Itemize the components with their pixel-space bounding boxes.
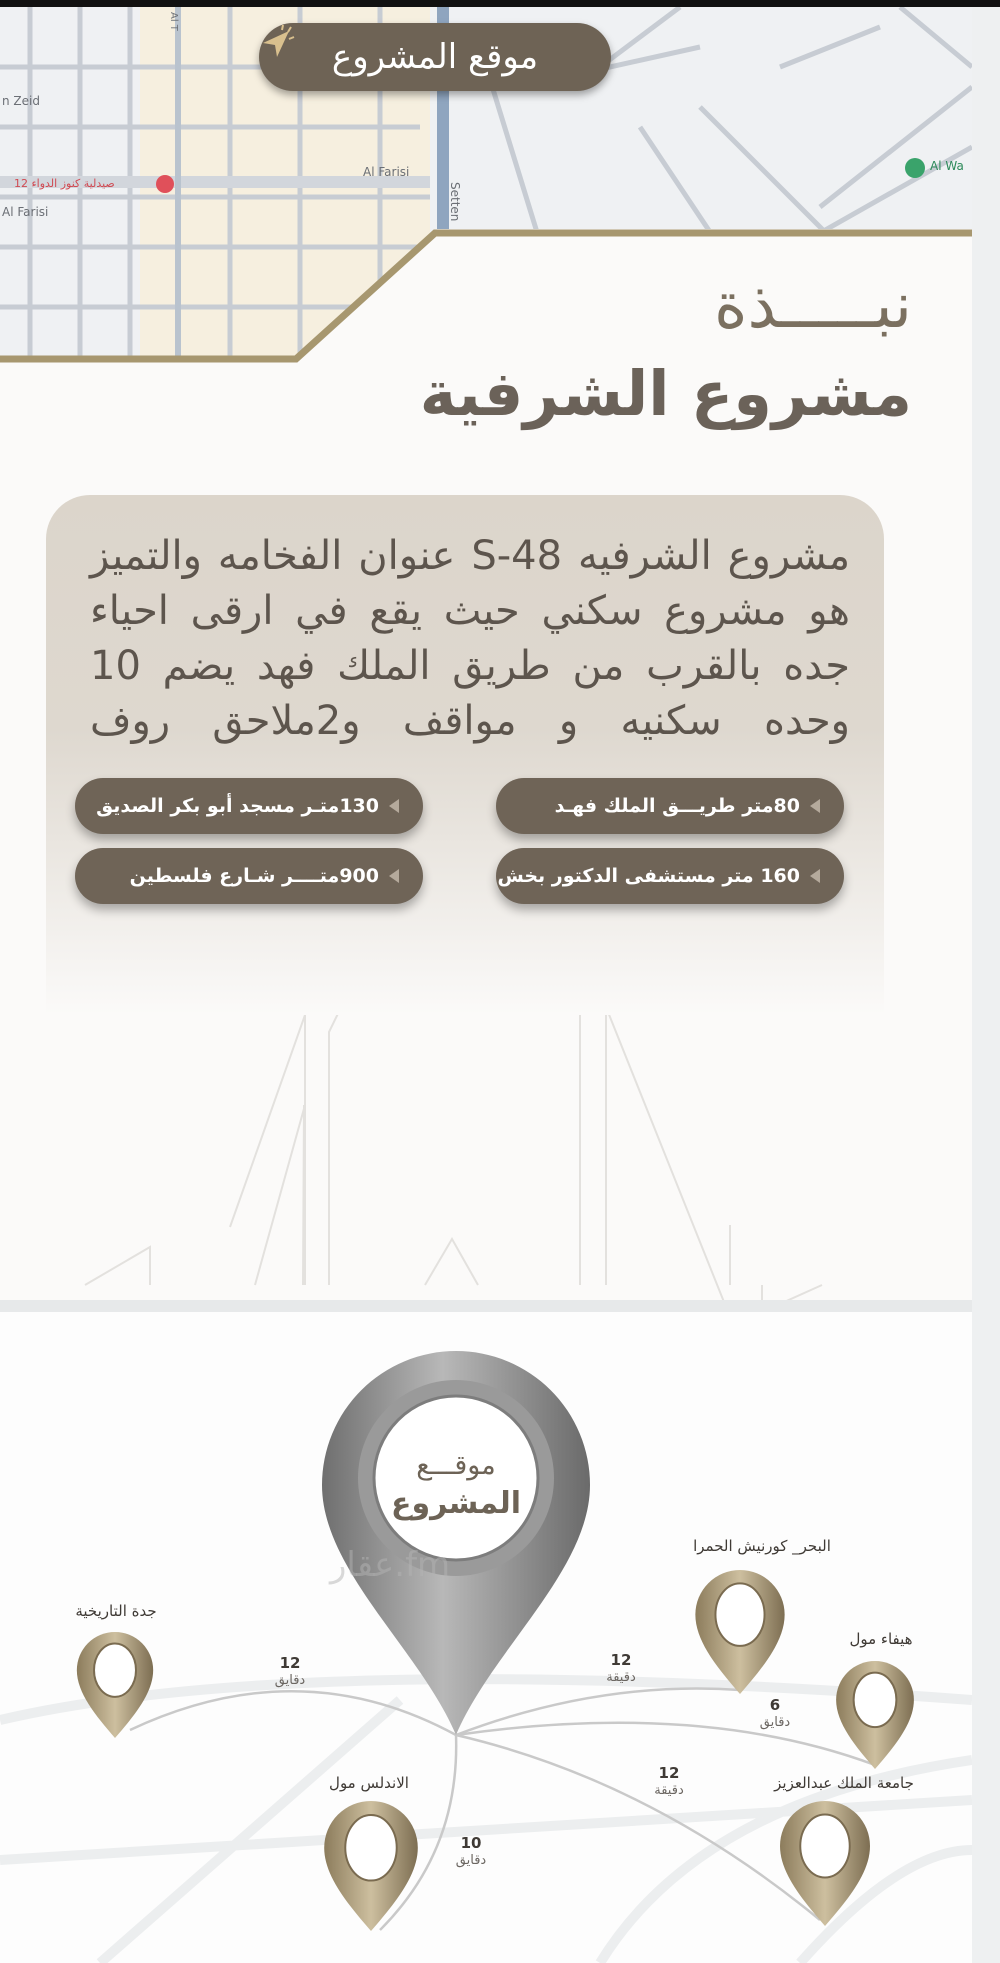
place-pin-icon bbox=[77, 1632, 153, 1738]
project-pin-label bbox=[391, 1447, 521, 1523]
place-pin-icon bbox=[836, 1661, 914, 1769]
place-pin-icon bbox=[695, 1570, 784, 1694]
place-label: الاندلس مول bbox=[329, 1774, 409, 1792]
project-name-heading: مشروع الشرفية bbox=[419, 357, 912, 430]
distance-label: 160 متر مستشفى الدكتور بخش bbox=[497, 865, 800, 887]
pin-label-line: موقـــع bbox=[416, 1450, 496, 1481]
watermark: عقار.fm bbox=[330, 1545, 451, 1585]
time-unit: دقايق bbox=[759, 1715, 791, 1730]
section-title: نبـــــذة bbox=[714, 269, 912, 343]
map-poi-label: صيدلية كنوز الدواء 12 bbox=[14, 177, 115, 190]
pin-label-line: المشروع bbox=[391, 1486, 521, 1521]
place-pin-icon bbox=[324, 1801, 418, 1931]
map-street-label: Al T bbox=[168, 12, 179, 31]
project-description: مشروع الشرفيه S-48 عنوان الفخامه والتميز هو مشروع سكني حيث يقع في ارقى احياء جده بالقرب من طريق الملك فهد يضم 10 وحده سكنيه و مواقف و2ملاحق روف bbox=[90, 533, 850, 744]
travel-time bbox=[275, 1655, 305, 1689]
travel-time bbox=[760, 1697, 790, 1731]
distance-label: 900متــــر شـارع فلسطين bbox=[129, 865, 379, 887]
time-unit: دقايق bbox=[455, 1853, 487, 1868]
place-label: جامعة الملك عبدالعزيز bbox=[774, 1774, 914, 1792]
distance-label: 130متـر مسجد أبو بكر الصديق bbox=[96, 795, 379, 817]
map-street-label: Al Farisi bbox=[363, 165, 410, 179]
travel-time bbox=[456, 1835, 486, 1869]
time-unit: دقيقة bbox=[606, 1670, 636, 1685]
time-value: 12 bbox=[279, 1654, 301, 1672]
time-unit: دقيقة bbox=[654, 1783, 684, 1798]
travel-time bbox=[606, 1652, 635, 1686]
travel-time bbox=[654, 1765, 683, 1799]
time-unit: دقايق bbox=[274, 1673, 306, 1688]
badge-label: موقع المشروع bbox=[331, 37, 539, 77]
map-street-label: Al Farisi bbox=[2, 205, 49, 219]
place-label: البحر_ كورنيش الحمرا bbox=[693, 1537, 831, 1555]
place-label: جدة التاريخية bbox=[75, 1602, 157, 1620]
time-value: 6 bbox=[769, 1696, 781, 1714]
time-value: 12 bbox=[610, 1651, 632, 1669]
place-label: هيفاء مول bbox=[849, 1630, 913, 1648]
map-street-label: n Zeid bbox=[2, 94, 40, 108]
map-street-label: Setten bbox=[448, 182, 462, 222]
distance-label: 80متر طريـــق الملك فهـد bbox=[554, 795, 800, 817]
time-value: 10 bbox=[460, 1834, 482, 1852]
map-poi-label: Al Wa bbox=[930, 159, 964, 173]
time-value: 12 bbox=[658, 1764, 680, 1782]
